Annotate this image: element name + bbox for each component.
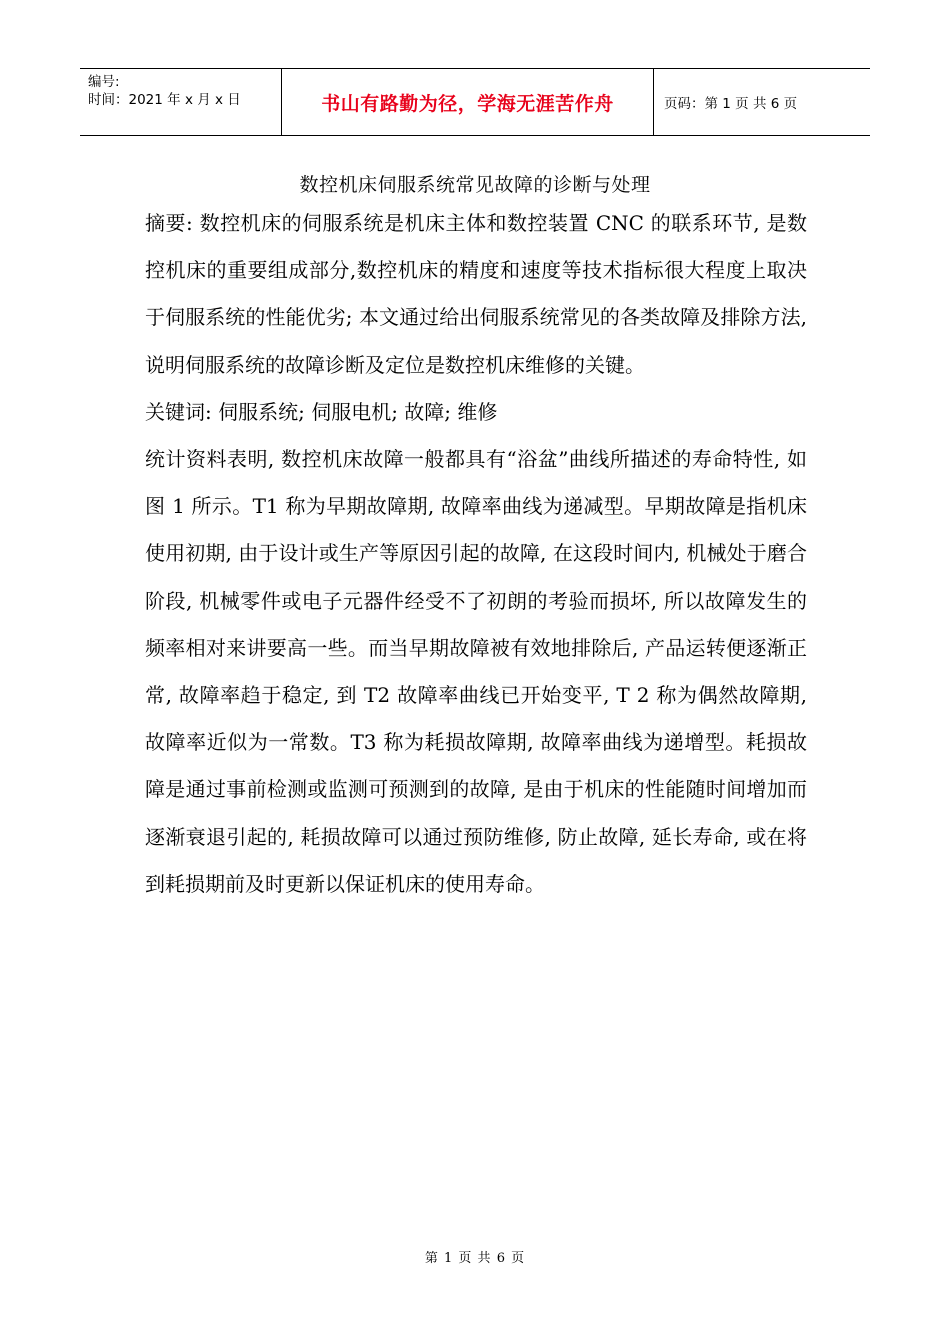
- keywords-paragraph: 关键词: 伺服系统; 伺服电机; 故障; 维修: [145, 399, 498, 424]
- header-info-cell: [80, 69, 282, 135]
- header-motto-cell: [282, 69, 654, 135]
- document-number-label: 编号:: [88, 74, 120, 90]
- abstract-paragraph: 摘要: 数控机床的伺服系统是机床主体和数控装置 CNC 的联系环节, 是数控机床的重要组成部分,数控机床的精度和速度等技术指标很大程度上取决于伺服系统的性能优劣; 本文通过给出伺服系统常见的各类故障及排除方法,说明伺服系统的故障诊断及定位是数控机床维修的关键。: [145, 211, 807, 377]
- header-page-cell: [654, 69, 870, 135]
- document-body: [145, 200, 807, 908]
- document-time-label: 时间：2021 年 x 月 x 日: [88, 92, 241, 108]
- document-title: 数控机床伺服系统常见故障的诊断与处理: [299, 174, 651, 196]
- document-header: [80, 68, 870, 136]
- header-page-code: 页码：第 1 页 共 6 页: [664, 96, 798, 112]
- header-motto: 书山有路勤为径，学海无涯苦作舟: [321, 92, 614, 115]
- body-paragraph: 统计资料表明, 数控机床故障一般都具有“浴盆”曲线所描述的寿命特性, 如图 1 所示。T1 称为早期故障期, 故障率曲线为递减型。早期故障是指机床使用初期, 由于设计或生产等原因引起的故障, 在这段时间内, 机械处于磨合阶段, 机械零件或电子元器件经受不了初朗的考验而损坏, 所以故障发生的频率相对来讲要高一些。而当早期故障被有效地排除后, 产品运转便逐渐正常, 故障率趋于稳定, 到 T2 故障率曲线已开始变平, T 2 称为偶然故障期, 故障率近似为一常数。T3 称为耗损故障期, 故障率曲线为递增型。耗损故障是通过事前检测或监测可预测到的故障, 是由于机床的性能随时间增加而逐渐衰退引起的, 耗损故障可以通过预防维修, 防止故障, 延长寿命, 或在将到耗损期前及时更新以保证机床的使用寿命。: [145, 447, 807, 896]
- page-footer: 第 1 页 共 6 页: [424, 1251, 526, 1266]
